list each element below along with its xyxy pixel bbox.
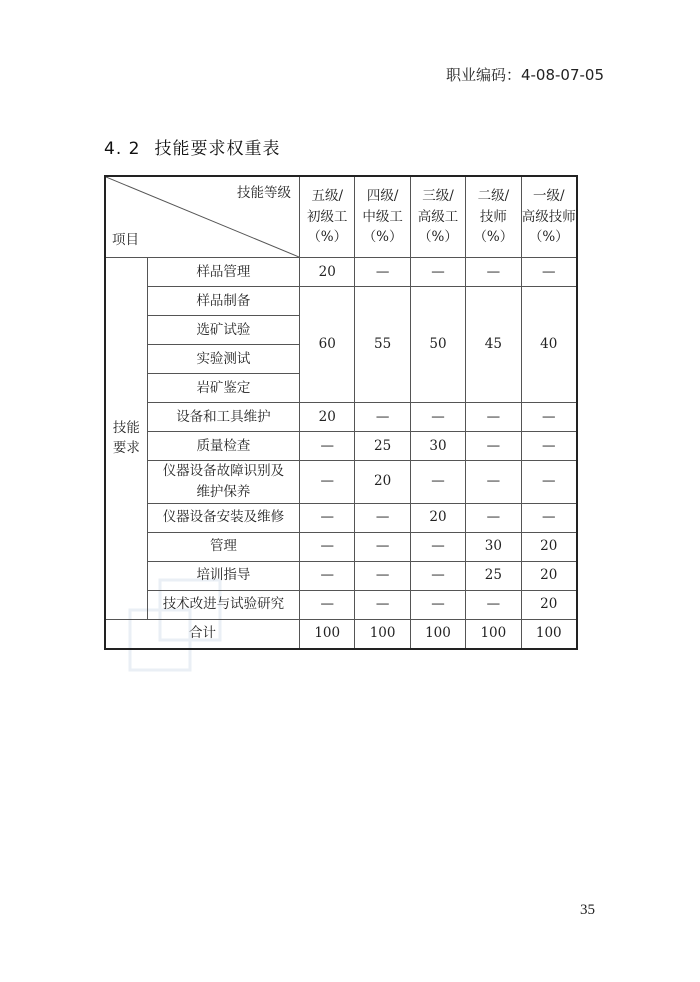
cell-value: 20 (355, 461, 410, 504)
row-item: 仪器设备安装及维修 (147, 503, 299, 532)
cell-value: 45 (466, 287, 521, 403)
table-row (105, 532, 577, 561)
cell-value: 20 (521, 590, 577, 619)
section-title: 技能要求权重表 (154, 139, 281, 159)
cell-value: 20 (410, 503, 465, 532)
total-value: 100 (521, 619, 577, 649)
cell-value: — (300, 432, 355, 461)
row-item: 技术改进与试验研究 (147, 590, 299, 619)
section-number: 4. 2 (104, 139, 141, 159)
cell-value: — (300, 561, 355, 590)
skill-level-label: 技能等级 (237, 185, 292, 201)
row-item: 样品制备 (147, 287, 299, 316)
cell-value: — (300, 590, 355, 619)
level-header: 四级/ 中级工 （%） (355, 176, 410, 258)
cell-value: 30 (410, 432, 465, 461)
cell-value: — (521, 503, 577, 532)
cell-value: — (466, 432, 521, 461)
cell-value: — (466, 258, 521, 287)
row-item: 选矿试验 (147, 316, 299, 345)
skill-weight-table (104, 175, 578, 650)
row-item: 管理 (147, 532, 299, 561)
cell-value: — (300, 461, 355, 504)
cell-value: — (521, 258, 577, 287)
cell-value: — (410, 461, 465, 504)
cell-value: 60 (300, 287, 355, 403)
cell-value: — (466, 503, 521, 532)
row-item: 质量检查 (147, 432, 299, 461)
table-row (105, 561, 577, 590)
cell-value: — (521, 461, 577, 504)
row-item: 设备和工具维护 (147, 403, 299, 432)
cell-value: — (300, 503, 355, 532)
cell-value: — (355, 561, 410, 590)
cell-value: — (466, 461, 521, 504)
cell-value: 55 (355, 287, 410, 403)
level-header: 一级/ 高级技师 （%） (521, 176, 577, 258)
row-item: 岩矿鉴定 (147, 374, 299, 403)
row-item: 培训指导 (147, 561, 299, 590)
cell-value: 20 (300, 258, 355, 287)
total-value: 100 (410, 619, 465, 649)
table-row (105, 432, 577, 461)
cell-value: 30 (466, 532, 521, 561)
cell-value: — (410, 258, 465, 287)
table-row (105, 287, 577, 316)
cell-value: — (355, 503, 410, 532)
row-item: 实验测试 (147, 345, 299, 374)
item-label: 项目 (112, 232, 139, 249)
cell-value: 20 (521, 561, 577, 590)
cell-value: — (355, 590, 410, 619)
table-row (105, 590, 577, 619)
cell-value: — (355, 403, 410, 432)
table-corner-header (105, 176, 300, 258)
total-value: 100 (300, 619, 355, 649)
cell-value: 20 (300, 403, 355, 432)
level-header: 二级/ 技师 （%） (466, 176, 521, 258)
section-heading (104, 134, 280, 159)
cell-value: 25 (466, 561, 521, 590)
level-header: 三级/ 高级工 （%） (410, 176, 465, 258)
cell-value: — (466, 403, 521, 432)
cell-value: — (410, 590, 465, 619)
cell-value: — (355, 532, 410, 561)
total-row (105, 619, 577, 649)
total-value: 100 (355, 619, 410, 649)
cell-value: — (355, 258, 410, 287)
total-label: 合计 (105, 619, 300, 649)
cell-value: — (521, 403, 577, 432)
total-value: 100 (466, 619, 521, 649)
occupation-code: 职业编码：4-08-07-05 (445, 66, 604, 84)
cell-value: 50 (410, 287, 465, 403)
table-row (105, 403, 577, 432)
cell-value: 25 (355, 432, 410, 461)
level-header: 五级/ 初级工 （%） (300, 176, 355, 258)
row-item: 仪器设备故障识别及 维护保养 (147, 461, 299, 504)
cell-value: — (410, 532, 465, 561)
page-number: 35 (580, 902, 595, 918)
table-row (105, 461, 577, 504)
cell-value: — (410, 403, 465, 432)
row-item: 样品管理 (147, 258, 299, 287)
cell-value: 40 (521, 287, 577, 403)
cell-value: — (410, 561, 465, 590)
cell-value: — (466, 590, 521, 619)
cell-value: — (521, 432, 577, 461)
cell-value: 20 (521, 532, 577, 561)
category-skill-requirements: 技能 要求 (105, 258, 147, 620)
table-row (105, 503, 577, 532)
table-row (105, 258, 577, 287)
cell-value: — (300, 532, 355, 561)
